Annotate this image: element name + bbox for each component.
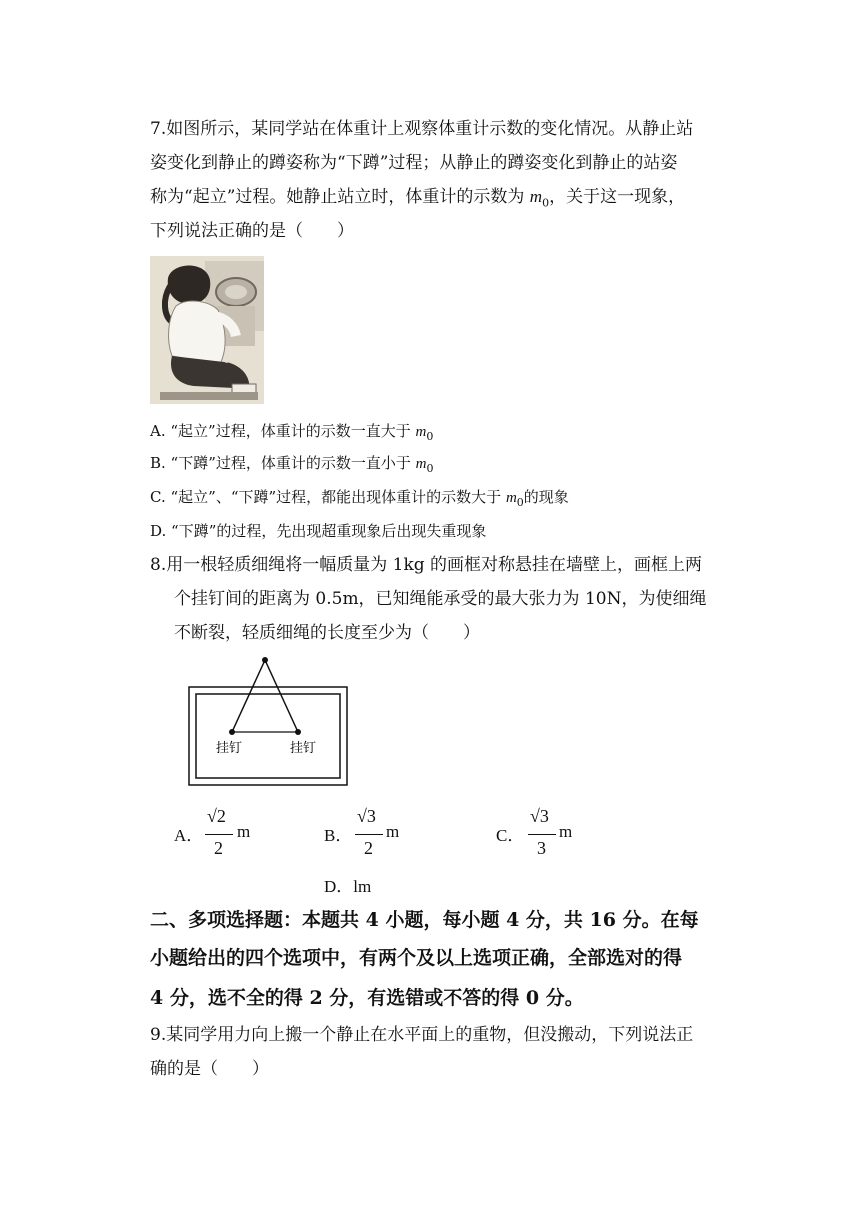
frame-outer-border <box>189 687 347 785</box>
q7-option-c-text: C. “起立”、“下蹲”过程，都能出现体重计的示数大于 <box>150 488 506 506</box>
q9-line-2: 确的是（ ） <box>150 1059 269 1079</box>
m0-subscript: 0 <box>516 496 524 509</box>
q7-option-d[interactable]: D. “下蹲”的过程，先出现超重现象后出现失重现象 <box>150 522 487 540</box>
q7-line-3-text: 称为“起立”过程。她静止站立时，体重计的示数为 <box>150 187 530 207</box>
q7-line-2: 姿变化到静止的蹲姿称为“下蹲”过程；从静止的蹲姿变化到静止的站姿 <box>150 153 678 173</box>
rope-left <box>232 660 265 732</box>
m0-symbol: m <box>415 424 427 440</box>
q8-line-3: 不断裂，轻质细绳的长度至少为（ ） <box>174 623 480 643</box>
m0-symbol: m <box>529 187 543 206</box>
q7-option-b[interactable] <box>150 452 434 480</box>
q8-picture-frame-diagram <box>188 656 348 786</box>
q7-photo-girl-squatting <box>150 256 264 404</box>
q9-line-1: 9.某同学用力向上搬一个静止在水平面上的重物，但没搬动，下列说法正 <box>150 1025 694 1045</box>
q8-option-c-fraction-bar <box>528 834 556 835</box>
q7-line-1: 7.如图所示，某同学站在体重计上观察体重计示数的变化情况。从静止站 <box>150 119 694 139</box>
m0-subscript: 0 <box>426 430 434 443</box>
q7-option-b-text: B. “下蹲”过程，体重计的示数一直小于 <box>150 454 416 472</box>
q7-option-c[interactable] <box>150 486 569 514</box>
q7-line-3 <box>150 184 685 216</box>
q8-option-b-unit: m <box>386 822 400 841</box>
left-nail-label: 挂钉 <box>216 741 243 756</box>
frame-inner-border <box>196 694 340 778</box>
q8-option-b-fraction-bar <box>355 834 383 835</box>
q8-option-c-denominator: 3 <box>537 838 546 858</box>
m0-symbol: m <box>415 456 427 472</box>
q8-option-a-numerator: √2 <box>207 806 226 826</box>
left-nail-dot <box>229 729 235 735</box>
q7-option-a[interactable] <box>150 420 433 448</box>
rope-right <box>265 660 298 732</box>
m0-subscript: 0 <box>426 462 434 475</box>
q8-option-d[interactable] <box>324 872 371 897</box>
q7-photo-illustration <box>150 256 264 404</box>
q8-option-b-denominator: 2 <box>364 838 373 858</box>
q8-line-2: 个挂钉间的距离为 0.5m，已知绳能承受的最大张力为 10N，为使细绳 <box>174 589 707 609</box>
q7-line-3-tail: ，关于这一现象， <box>549 187 686 207</box>
section2-heading-line-2: 小题给出的四个选项中，有两个及以上选项正确，全部选对的得 <box>150 947 683 969</box>
wall-nail-dot <box>262 657 268 663</box>
q8-option-c-numerator: √3 <box>530 806 549 826</box>
section2-heading-line-3: 4 分，选不全的得 2 分，有选错或不答的得 0 分。 <box>150 987 584 1009</box>
m0-subscript: 0 <box>542 196 550 210</box>
q7-option-a-text: A. “起立”过程，体重计的示数一直大于 <box>150 422 416 440</box>
q8-option-c-label: C． <box>496 826 525 845</box>
q8-option-a-label: A． <box>174 826 204 845</box>
right-nail-label: 挂钉 <box>290 741 317 756</box>
q7-option-c-tail: 的现象 <box>523 488 569 506</box>
q8-line-1: 8.用一根轻质细绳将一幅质量为 1kg 的画框对称悬挂在墙壁上，画框上两 <box>150 555 703 575</box>
q8-option-a-unit: m <box>237 822 251 841</box>
q7-line-4: 下列说法正确的是（ ） <box>150 221 354 241</box>
q8-option-a-fraction-bar <box>205 834 233 835</box>
section2-heading-line-1: 二、多项选择题：本题共 4 小题，每小题 4 分，共 16 分。在每 <box>150 909 699 931</box>
q8-option-c-unit: m <box>559 822 573 841</box>
q8-option-b-numerator: √3 <box>357 806 376 826</box>
q8-option-b-label: B． <box>324 826 353 845</box>
right-nail-dot <box>295 729 301 735</box>
q8-option-d-label: D． <box>324 877 354 896</box>
q8-option-d-text: lm <box>353 877 372 896</box>
m0-symbol: m <box>505 490 517 506</box>
q8-option-a-denominator: 2 <box>214 838 223 858</box>
